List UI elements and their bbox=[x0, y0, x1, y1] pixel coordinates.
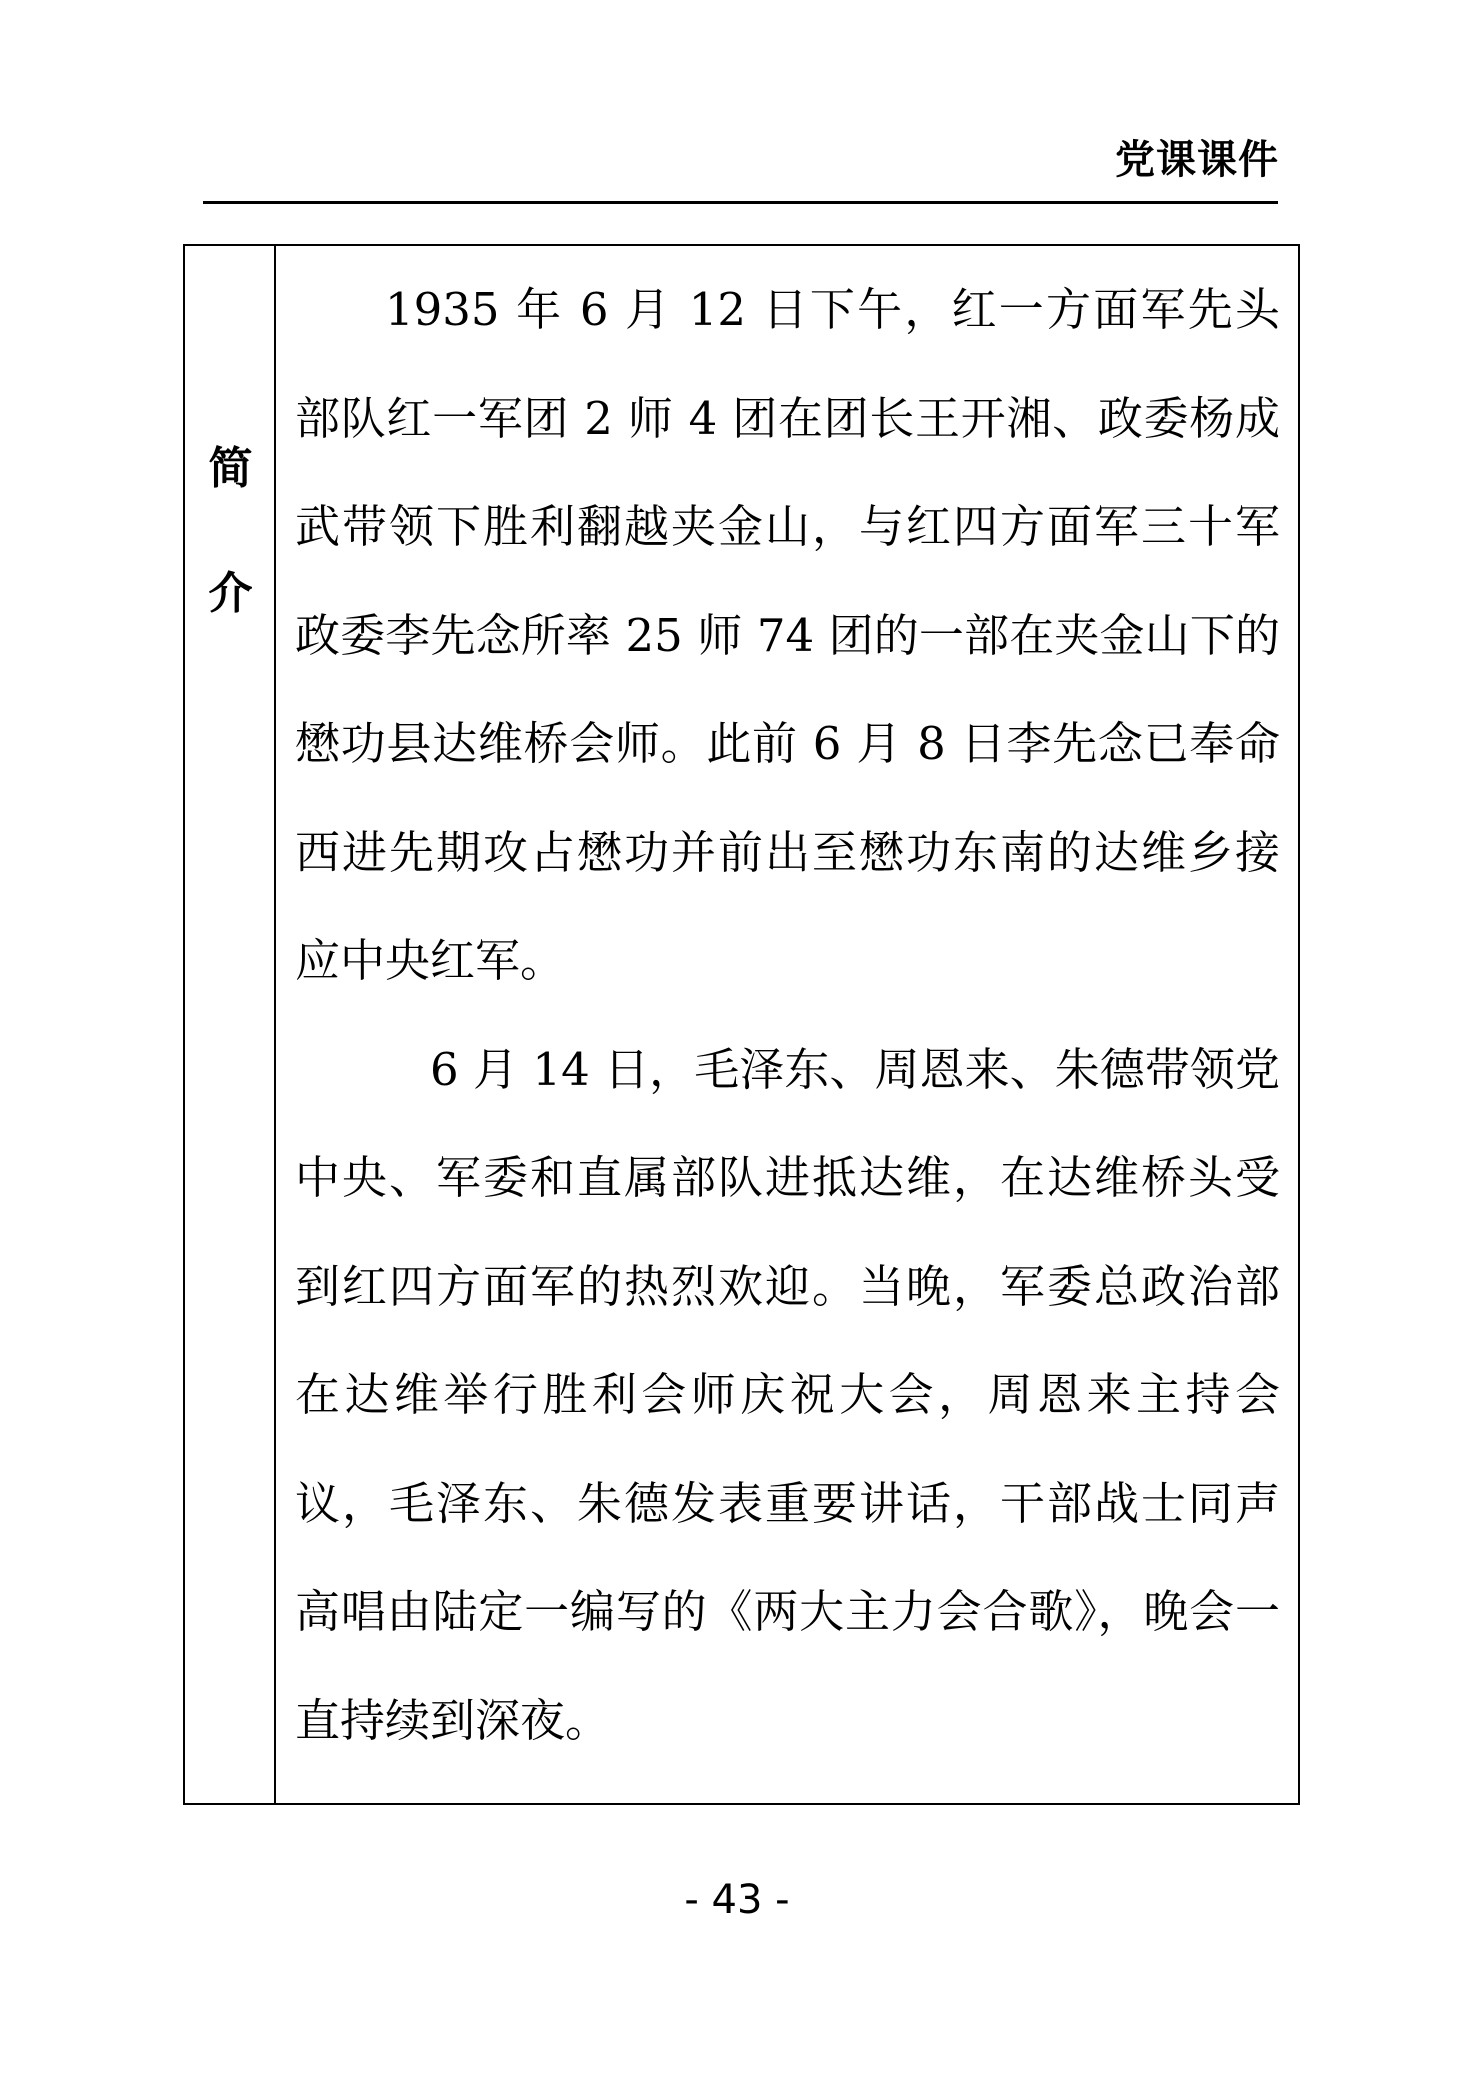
page-number: - 43 - bbox=[684, 1877, 790, 1923]
page-header-title: 党课课件 bbox=[1115, 137, 1279, 183]
paragraph-1: 1935 年 6 月 12 日下午，红一方面军先头部队红一军团 2 师 4 团在团长王开湘、政委杨成武带领下胜利翻越夹金山，与红四方面军三十军政委李先念所率 25 师 74 团的一部在夹金山下的懋功县达维桥会师。此前 6 月 8 日李先念已奉命西进先期攻占懋功并前出至懋功东南的达维乡接应中央红军。 bbox=[295, 283, 1280, 987]
header-divider bbox=[203, 201, 1278, 204]
body-cell bbox=[295, 256, 1280, 1775]
paragraph-2: 6 月 14 日，毛泽东、周恩来、朱德带领党中央、军委和直属部队进抵达维，在达维桥头受到红四方面军的热烈欢迎。当晚，军委总政治部在达维举行胜利会师庆祝大会，周恩来主持会议，毛泽东、朱德发表重要讲话，干部战士同声高唱由陆定一编写的《两大主力会合歌》，晚会一直持续到深夜。 bbox=[295, 1042, 1280, 1747]
label-char-2: 介 bbox=[208, 568, 253, 619]
label-char-1: 简 bbox=[208, 443, 253, 494]
content-table bbox=[183, 244, 1300, 1805]
label-cell bbox=[185, 246, 276, 1803]
